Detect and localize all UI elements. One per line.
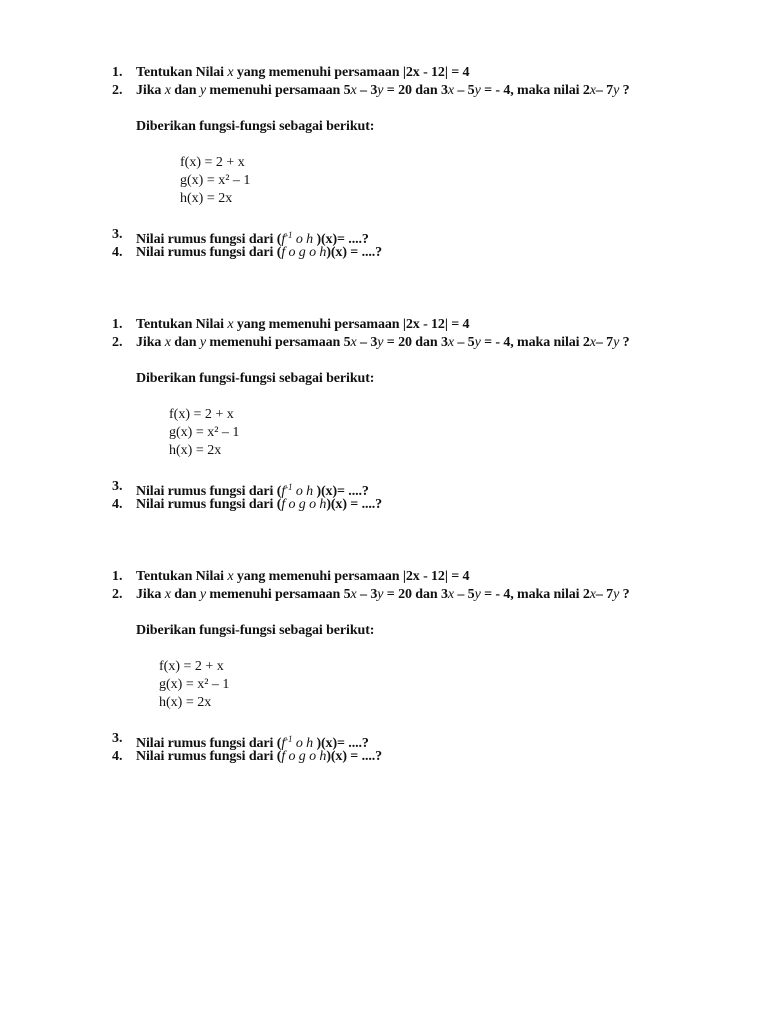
function-name: f	[281, 232, 286, 247]
text-segment: Nilai rumus fungsi dari (	[136, 497, 282, 512]
text-segment: = - 4, maka nilai 2	[480, 335, 590, 350]
text-segment: Jika	[136, 587, 165, 602]
text-segment: = 20 dan 3	[383, 587, 448, 602]
function-name: f	[281, 484, 286, 499]
text-segment: Nilai rumus fungsi dari (	[136, 232, 282, 247]
question-number: 3.	[112, 479, 123, 494]
function-h: h(x) = 2x	[169, 443, 222, 458]
text-segment: – 7	[595, 83, 614, 98]
text-segment: )(x) = ....?	[326, 497, 383, 512]
question-text	[136, 334, 630, 352]
function-name: f	[281, 736, 286, 751]
variable: x	[350, 83, 357, 98]
text-segment: – 3	[356, 83, 378, 98]
text-segment: dan	[170, 587, 200, 602]
intro-text: Diberikan fungsi-fungsi sebagai berikut:	[136, 623, 375, 638]
text-segment: ?	[619, 83, 630, 98]
question-number: 3.	[112, 731, 123, 746]
variable: y	[199, 83, 207, 98]
text-segment: yang memenuhi persamaan |2x - 12| = 4	[233, 317, 470, 332]
text-segment: memenuhi persamaan 5	[206, 335, 351, 350]
question-text	[136, 64, 469, 82]
question-text	[136, 244, 382, 262]
function-f: f(x) = 2 + x	[169, 407, 234, 422]
question-text	[136, 82, 630, 100]
text-segment: memenuhi persamaan 5	[206, 83, 351, 98]
composition: f o g o h	[281, 245, 327, 260]
variable-x: x	[227, 569, 234, 584]
variable: y	[613, 83, 620, 98]
variable: x	[350, 587, 357, 602]
text-segment: – 5	[453, 83, 475, 98]
text-segment: – 5	[453, 335, 475, 350]
function-h: h(x) = 2x	[180, 191, 233, 206]
variable: x	[589, 335, 596, 350]
variable: y	[474, 335, 481, 350]
variable: x	[447, 335, 454, 350]
question-number: 4.	[112, 497, 123, 512]
text-segment: = 20 dan 3	[383, 83, 448, 98]
text-segment: Nilai rumus fungsi dari (	[136, 749, 282, 764]
text-segment: )(x)= ....?	[316, 484, 369, 499]
variable: y	[377, 587, 384, 602]
text-segment: – 3	[356, 587, 378, 602]
question-text	[136, 586, 630, 604]
variable: x	[350, 335, 357, 350]
question-text	[136, 496, 382, 514]
text-segment: )(x) = ....?	[326, 245, 383, 260]
text-segment: Tentukan Nilai	[136, 317, 228, 332]
variable: x	[589, 587, 596, 602]
text-segment: = - 4, maka nilai 2	[480, 83, 590, 98]
inverse-superscript: -1	[285, 230, 293, 240]
variable: x	[447, 83, 454, 98]
variable: y	[613, 587, 620, 602]
variable: x	[589, 83, 596, 98]
question-number: 4.	[112, 749, 123, 764]
composition: o h	[292, 484, 317, 499]
variable: y	[613, 335, 620, 350]
variable: y	[377, 83, 384, 98]
composition: o h	[292, 736, 317, 751]
composition: f o g o h	[281, 749, 327, 764]
variable: y	[474, 587, 481, 602]
function-g: g(x) = x² – 1	[169, 425, 240, 440]
intro-text: Diberikan fungsi-fungsi sebagai berikut:	[136, 119, 375, 134]
text-segment: )(x)= ....?	[316, 736, 369, 751]
variable: x	[447, 587, 454, 602]
text-segment: – 3	[356, 335, 378, 350]
text-segment: ?	[619, 335, 630, 350]
variable: y	[199, 335, 207, 350]
text-segment: )(x) = ....?	[326, 749, 383, 764]
text-segment: Tentukan Nilai	[136, 65, 228, 80]
text-segment: Jika	[136, 335, 165, 350]
text-segment: = - 4, maka nilai 2	[480, 587, 590, 602]
function-f: f(x) = 2 + x	[180, 155, 245, 170]
question-text	[136, 568, 469, 586]
text-segment: yang memenuhi persamaan |2x - 12| = 4	[233, 65, 470, 80]
question-text	[136, 748, 382, 766]
text-segment: )(x)= ....?	[316, 232, 369, 247]
text-segment: = 20 dan 3	[383, 335, 448, 350]
variable: y	[377, 335, 384, 350]
text-segment: – 7	[595, 335, 614, 350]
text-segment: Nilai rumus fungsi dari (	[136, 245, 282, 260]
variable: x	[164, 83, 171, 98]
composition: f o g o h	[281, 497, 327, 512]
question-number: 1.	[112, 569, 123, 584]
composition: o h	[292, 232, 317, 247]
text-segment: – 7	[595, 587, 614, 602]
text-segment: ?	[619, 587, 630, 602]
question-number: 2.	[112, 83, 123, 98]
inverse-superscript: -1	[285, 482, 293, 492]
function-f: f(x) = 2 + x	[159, 659, 224, 674]
function-h: h(x) = 2x	[159, 695, 212, 710]
text-segment: Tentukan Nilai	[136, 569, 228, 584]
text-segment: Nilai rumus fungsi dari (	[136, 484, 282, 499]
text-segment: – 5	[453, 587, 475, 602]
question-number: 2.	[112, 587, 123, 602]
function-g: g(x) = x² – 1	[180, 173, 251, 188]
text-segment: yang memenuhi persamaan |2x - 12| = 4	[233, 569, 470, 584]
variable: x	[164, 335, 171, 350]
text-segment: Jika	[136, 83, 165, 98]
question-number: 1.	[112, 317, 123, 332]
variable: y	[199, 587, 207, 602]
question-text	[136, 316, 469, 334]
variable: x	[164, 587, 171, 602]
variable: y	[474, 83, 481, 98]
text-segment: Nilai rumus fungsi dari (	[136, 736, 282, 751]
variable-x: x	[227, 317, 234, 332]
intro-text: Diberikan fungsi-fungsi sebagai berikut:	[136, 371, 375, 386]
text-segment: dan	[170, 83, 200, 98]
function-g: g(x) = x² – 1	[159, 677, 230, 692]
variable-x: x	[227, 65, 234, 80]
inverse-superscript: -1	[285, 734, 293, 744]
question-number: 1.	[112, 65, 123, 80]
text-segment: memenuhi persamaan 5	[206, 587, 351, 602]
question-number: 2.	[112, 335, 123, 350]
question-number: 4.	[112, 245, 123, 260]
text-segment: dan	[170, 335, 200, 350]
question-number: 3.	[112, 227, 123, 242]
